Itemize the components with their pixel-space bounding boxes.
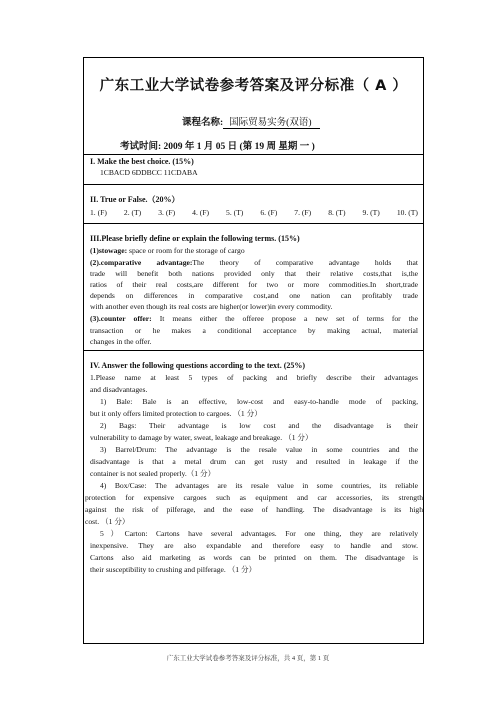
answer-line: protection for expensive cargoes such as equipment and car accessories, its strength bbox=[85, 493, 423, 502]
answer-line: 5）Carton: Cartons have several advantages. For one thing, they are relatively bbox=[100, 529, 418, 538]
definition-line: depends on differences in comparative cost,and one nation can profitably trade bbox=[90, 291, 418, 300]
divider bbox=[84, 184, 423, 185]
document-title: 广东工业大学试卷参考答案及评分标准（ A ） bbox=[99, 78, 408, 94]
course-name: 国际贸易实务(双语) bbox=[223, 114, 319, 129]
tf-answer: 3. (F) bbox=[158, 208, 176, 217]
answer-line: cost. （1 分） bbox=[85, 517, 130, 526]
answer-line: Cartons also aid marketing as words can be printed on them. The disadvantage is bbox=[90, 553, 418, 562]
answer-line: but it only offers limited protection to cargoes. （1 分） bbox=[90, 409, 262, 418]
definition-line: trade will benefit both nations provided only that their relative costs,that is,the bbox=[90, 269, 418, 278]
answer-line: disadvantage is that a metal drum can get rusty and resulted in leakage if the bbox=[90, 457, 418, 466]
tf-answer: 5. (T) bbox=[226, 208, 244, 217]
section3-heading: III.Please briefly define or explain the following terms. (15%) bbox=[90, 234, 300, 243]
tf-answer: 8. (T) bbox=[328, 208, 346, 217]
term-counter-offer bbox=[90, 313, 418, 324]
divider bbox=[84, 350, 423, 351]
divider bbox=[84, 154, 423, 155]
section1-answers: 1CBACD 6DDBCC 11CDABA bbox=[100, 168, 198, 177]
tf-answer: 1. (F) bbox=[90, 208, 107, 217]
exam-time: 考试时间: 2009 年 1 月 05 日 (第 19 周 星期 一 ) bbox=[120, 142, 315, 152]
section2-heading: II. True or False.（20%） bbox=[90, 195, 180, 204]
tf-answer: 2. (T) bbox=[123, 208, 142, 217]
answer-line: 2) Bags: Their advantage is low cost and the disadvantage is their bbox=[100, 421, 418, 430]
definition-line: transaction or he makes a conditional acceptance by making actual, material bbox=[90, 326, 418, 335]
answer-line: vulnerability to damage by water, sweat, leakage and breakage. （1 分） bbox=[90, 433, 313, 442]
section1-heading: I. Make the best choice. (15%) bbox=[90, 157, 194, 166]
term-definition: The theory of comparative advantage holds that bbox=[192, 258, 418, 267]
term-label: (1)stowage: bbox=[90, 246, 128, 255]
term-label: (3).counter offer: bbox=[90, 314, 152, 323]
tf-answer: 7. (F) bbox=[294, 208, 312, 217]
term-label: (2).comparative advantage: bbox=[90, 258, 193, 267]
section2-answers bbox=[90, 207, 418, 218]
definition-line: ratios of their real costs,are different for two or more commodities.In short,trade bbox=[90, 280, 418, 289]
question-line: and disadvantages. bbox=[90, 385, 148, 394]
answer-line: inexpensive. They are also expandable and therefore easy to handle and stow. bbox=[90, 541, 418, 550]
tf-answer: 6. (F) bbox=[260, 208, 278, 217]
tf-answer: 10. (T) bbox=[396, 208, 418, 217]
section4-heading: IV. Answer the following questions according to the text. (25%) bbox=[90, 361, 306, 370]
answer-line: container is not sealed properly.（1 分） bbox=[90, 469, 216, 478]
tf-answer: 4. (F) bbox=[192, 208, 210, 217]
term-stowage bbox=[90, 245, 418, 256]
page-footer: 广东工业大学试卷参考答案及评分标准，共 4 页，第 1 页 bbox=[166, 655, 330, 662]
definition-line: changes in the offer. bbox=[90, 337, 152, 346]
term-definition: space or room for the storage of cargo bbox=[127, 246, 245, 255]
answer-line: 1) Bale: Bale is an effective, low-cost and easy-to-handle mode of packing, bbox=[100, 397, 418, 406]
definition-line: with another even though its real costs are higher(or lower)in every commodity. bbox=[90, 302, 333, 311]
question-line: 1.Please name at least 5 types of packing and briefly describe their advantages bbox=[90, 373, 418, 382]
course-name-row bbox=[182, 114, 320, 129]
term-comparative-advantage bbox=[90, 257, 418, 268]
divider bbox=[84, 223, 423, 224]
answer-line: their susceptibility to crushing and pilferage. （1 分） bbox=[90, 565, 257, 574]
term-definition: It means either the offeree propose a new set of terms for the bbox=[151, 314, 418, 323]
answer-line: 4) Box/Case: The advantages are its resale value in some countries, its reliable bbox=[100, 481, 418, 490]
tf-answer: 9. (T) bbox=[362, 208, 380, 217]
answer-line: against the risk of pilferage, and the ease of handling. The disadvantage is its high bbox=[85, 505, 423, 514]
answer-line: 3) Barrel/Drum: The advantage is the resale value in some countries and the bbox=[100, 445, 418, 454]
course-label: 课程名称: bbox=[182, 118, 224, 128]
